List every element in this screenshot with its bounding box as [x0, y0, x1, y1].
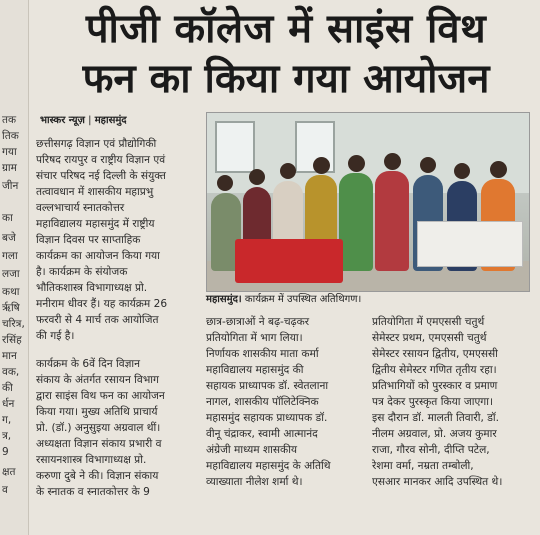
column-2-line: वीनू चंद्राकर, स्वामी आत्मानंद	[206, 428, 318, 440]
column-2-line: महाविद्यालय महासमुंद के अतिथि	[206, 460, 331, 472]
column-3-line: रेशमा वर्मा, नम्रता तम्बोली,	[372, 460, 474, 472]
adjacent-column-word: गला	[2, 250, 18, 262]
byline-source: भास्कर न्यूज़	[40, 115, 85, 126]
column-3-line: प्रतिभागियों को पुरस्कार व प्रमाण	[372, 380, 498, 392]
adjacent-column-word: बजे	[2, 232, 16, 244]
adjacent-column-word: की	[2, 382, 13, 394]
column-3-line: राजा, गौरव सोनी, दीप्ति पटेल,	[372, 444, 490, 456]
adjacent-column-word: जीन	[2, 180, 19, 192]
adjacent-column-word: ग्राम	[2, 162, 17, 174]
column-1-bottom-line: अध्यक्षता विज्ञान संकाय प्रभारी व	[36, 438, 162, 450]
byline	[40, 112, 127, 126]
column-1-top-line: भौतिकशास्त्र विभागाध्यक्ष प्रो.	[36, 282, 148, 294]
adjacent-column-word: ग,	[2, 414, 12, 426]
column-1-bottom-line: प्रो. (डॉ.) अनुसुइया अग्रवाल थीं।	[36, 422, 161, 434]
column-2-line: व्याख्याता नीलेश शर्मा थे।	[206, 476, 303, 488]
column-1-bottom-line: रसायनशास्त्र विभागाध्यक्ष प्रो.	[36, 454, 147, 466]
byline-separator: |	[88, 115, 95, 126]
column-2-line: छात्र-छात्राओं ने बढ़-चढ़कर	[206, 316, 310, 328]
adjacent-column-word: लजा	[2, 268, 20, 280]
adjacent-column-word: तक	[2, 114, 17, 126]
column-3-line: एसआर मानकर आदि उपस्थित थे।	[372, 476, 503, 488]
adjacent-column-word: मान	[2, 350, 17, 362]
column-1-top-line: कार्यक्रम का आयोजन किया गया	[36, 250, 160, 262]
adjacent-column-word: कथा	[2, 286, 20, 298]
byline-place: महासमुंद	[94, 115, 127, 126]
photo-caption	[206, 292, 528, 308]
article-column-3	[372, 314, 530, 490]
column-1-bottom-line: के स्नातक व स्नातकोत्तर के 9	[36, 486, 150, 498]
column-1-bottom-line: कार्यक्रम के 6वें दिन विज्ञान	[36, 358, 141, 370]
adjacent-column-word: चरित्र,	[2, 318, 25, 330]
article-column-2	[206, 314, 364, 490]
column-1-bottom-line: द्वारा साइंस विथ फन का आयोजन	[36, 390, 165, 402]
adjacent-column-word: त्र,	[2, 430, 12, 442]
column-1-top-line: महाविद्यालय महासमुंद में राष्ट्रीय	[36, 218, 155, 230]
column-3-line: सेमेस्टर प्रथम, एमएससी चतुर्थ	[372, 332, 487, 344]
adjacent-column-word: रसिंह	[2, 334, 22, 346]
event-photo	[206, 112, 530, 292]
column-1-top-line: तत्वावधान में शासकीय महाप्रभु	[36, 186, 154, 198]
column-1-top-line: संचार परिषद नई दिल्ली के संयुक्त	[36, 170, 166, 182]
column-2-line: अंग्रेजी माध्यम शासकीय	[206, 444, 298, 456]
column-2-line: महासमुंद सहायक प्राध्यापक डॉ.	[206, 412, 328, 424]
caption-place: महासमुंद।	[206, 294, 242, 305]
column-2-line: प्रतियोगिता में भाग लिया।	[206, 332, 303, 344]
column-3-line: पत्र देकर पुरस्कृत किया जाएगा।	[372, 396, 494, 408]
column-1-top-line: की गई है।	[36, 330, 75, 342]
adjacent-column-word: र्धन	[2, 398, 15, 410]
column-1-top-line: परिषद रायपुर व राष्ट्रीय विज्ञान एवं	[36, 154, 166, 166]
column-1-top-line: विज्ञान दिवस पर साप्ताहिक	[36, 234, 141, 246]
caption-text: कार्यक्रम में उपस्थित अतिथिगण।	[244, 294, 362, 305]
column-3-line: नीलम अग्रवाल, प्रो. अजय कुमार	[372, 428, 497, 440]
column-2-line: निर्णायक शासकीय माता कर्मा	[206, 348, 319, 360]
column-2-line: सहायक प्राध्यापक डॉ. स्वेतलाना	[206, 380, 329, 392]
column-1-top-line: मनीराम धीवर हैं। यह कार्यक्रम 26	[36, 298, 168, 310]
column-1-bottom-line: किया गया। मुख्य अतिथि प्राचार्य	[36, 406, 158, 418]
headline-line-1: पीजी कॉलेज में साइंस विथ	[85, 6, 487, 52]
column-2-line: महाविद्यालय महासमुंद की	[206, 364, 304, 376]
column-3-line: प्रतियोगिता में एमएससी चतुर्थ	[372, 316, 485, 328]
article-column-1-bottom	[36, 356, 196, 500]
adjacent-column-word: क्षत	[2, 466, 16, 478]
column-1-top-line: है। कार्यक्रम के संयोजक	[36, 266, 128, 278]
column-2-line: नागल, शासकीय पॉलिटेक्निक	[206, 396, 319, 408]
adjacent-column-word: गया	[2, 146, 17, 158]
column-1-bottom-line: संकाय के अंतर्गत रसायन विभाग	[36, 374, 159, 386]
adjacent-column-word: वक,	[2, 366, 20, 378]
adjacent-column-word: 9	[2, 446, 9, 458]
adjacent-column-word: तिक	[2, 130, 19, 142]
column-3-line: सेमेस्टर रसायन द्वितीय, एमएससी	[372, 348, 498, 360]
headline-line-2: फन का किया गया आयोजन	[82, 56, 490, 102]
column-1-top-line: छत्तीसगढ़ विज्ञान एवं प्रौद्योगिकी	[36, 138, 157, 150]
article-column-1-top	[36, 136, 196, 344]
adjacent-column-word: व	[2, 484, 8, 496]
column-3-line: इस दौरान डॉ. मालती तिवारी, डॉ.	[372, 412, 499, 424]
adjacent-column-word: का	[2, 212, 13, 224]
column-3-line: द्वितीय सेमेस्टर गणित तृतीय रहा।	[372, 364, 497, 376]
adjacent-column-fragment	[0, 0, 29, 535]
column-1-top-line: वल्लभाचार्य स्नातकोत्तर	[36, 202, 125, 214]
column-1-bottom-line: करुणा दुबे ने की। विज्ञान संकाय	[36, 470, 159, 482]
adjacent-column-word: र्ऋषि	[2, 302, 20, 314]
column-1-top-line: फरवरी से 4 मार्च तक आयोजित	[36, 314, 159, 326]
headline	[36, 4, 536, 104]
